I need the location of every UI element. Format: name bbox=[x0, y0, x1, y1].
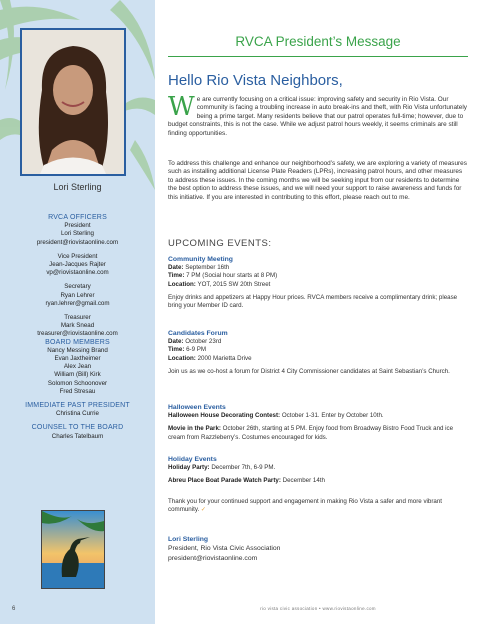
event-halloween bbox=[168, 404, 468, 442]
past-president-heading: IMMEDIATE PAST PRESIDENT bbox=[25, 402, 130, 410]
event-location bbox=[168, 281, 468, 289]
officer-treasurer bbox=[0, 314, 155, 339]
label: Date: bbox=[168, 264, 184, 272]
signature-title: President, Rio Vista Civic Association bbox=[168, 545, 281, 553]
counsel-name: Charles Tatelbaum bbox=[51, 432, 104, 440]
value: October 26th, starting at 5 PM. Enjoy food from Broadway Bistro Food Truck and ice cream from Razzleberry’s. Costumes encouraged for kids. bbox=[168, 425, 454, 441]
page-title: RVCA President’s Message bbox=[235, 34, 401, 49]
board-member: Alex Jean bbox=[63, 363, 92, 371]
second-paragraph: To address this challenge and enhance our neighborhood’s safety, we are exploring a variety of measures such as installing additional License Plate Readers (LPRs), increasing patrol hours, and other measures to address these issues. In the coming months we will be seeking input from our residents to determine the best option to address these issues, and we will need your support to raise awareness and funds for this initiative. If you are interested in contributing to this effort, please reach out to me. bbox=[168, 160, 467, 201]
greeting: Hello Rio Vista Neighbors, bbox=[168, 72, 343, 89]
value: September 16th bbox=[183, 264, 230, 272]
heron-logo bbox=[41, 510, 105, 589]
signature-flourish-icon: ✓ bbox=[200, 506, 207, 514]
event-community-meeting bbox=[168, 256, 468, 310]
board-member: Fred Stresau bbox=[59, 387, 96, 395]
event-line bbox=[168, 464, 468, 472]
value: YOT, 2015 SW 20th Street bbox=[195, 280, 271, 288]
board-member: Solomon Schoonover bbox=[47, 379, 108, 387]
portrait-photo bbox=[22, 30, 124, 174]
officer-role: President bbox=[64, 222, 91, 230]
event-heading: Halloween Events bbox=[168, 404, 226, 411]
signature-name: Lori Sterling bbox=[168, 536, 209, 543]
event-date bbox=[168, 264, 468, 272]
value: December 7th, 6-9 PM. bbox=[209, 464, 276, 472]
officer-secretary bbox=[0, 283, 155, 308]
label: Location: bbox=[168, 280, 196, 288]
signature-email[interactable]: president@riovistaonline.com bbox=[168, 554, 258, 562]
board-member: Evan Jaxtheimer bbox=[54, 355, 101, 363]
event-date bbox=[168, 338, 468, 346]
event-candidates-forum bbox=[168, 330, 468, 376]
event-holiday bbox=[168, 456, 468, 486]
officers-heading: RVCA OFFICERS bbox=[48, 214, 107, 221]
closing-text: Thank you for your continued support and engagement in making Rio Vista a safer and more vibrant community. bbox=[168, 498, 443, 514]
officer-role: Secretary bbox=[64, 283, 91, 291]
title-divider bbox=[168, 56, 468, 57]
upcoming-events-heading: UPCOMING EVENTS: bbox=[168, 238, 272, 249]
label: Time: bbox=[168, 272, 185, 280]
label: Time: bbox=[168, 346, 185, 354]
officer-role: Treasurer bbox=[64, 314, 91, 322]
event-time bbox=[168, 346, 468, 354]
officer-email[interactable]: president@riovistaonline.com bbox=[36, 238, 119, 246]
label: Date: bbox=[168, 338, 184, 346]
intro-paragraph bbox=[168, 92, 468, 138]
signature-block bbox=[168, 535, 280, 563]
officers-list bbox=[0, 214, 155, 441]
intro-text: e are currently focusing on a critical issue: improving safety and security in Rio Vista. Our community is facing a troubling increase in auto break-ins and theft, with Rio Vista unfortunately being a prime target. Many residents believe that our patrol operates full-time; however, due to budget constraints, this is not the case. While we adjust patrol hours weekly, it seems criminals are still finding opportunities. bbox=[168, 96, 467, 137]
officer-email[interactable]: ryan.lehrer@gmail.com bbox=[45, 299, 110, 307]
event-location bbox=[168, 355, 468, 363]
counsel-heading: COUNSEL TO THE BOARD bbox=[31, 424, 124, 432]
officer-name: Lori Sterling bbox=[60, 230, 95, 238]
officer-role: Vice President bbox=[57, 252, 98, 260]
event-heading: Holiday Events bbox=[168, 456, 217, 463]
drop-cap: W bbox=[168, 92, 195, 122]
value: October 23rd bbox=[183, 338, 222, 346]
page-number: 6 bbox=[12, 606, 16, 612]
page-footer: rio vista civic association • www.riovistaonline.com bbox=[260, 606, 376, 611]
label: Halloween House Decorating Contest: bbox=[168, 412, 281, 420]
event-heading: Community Meeting bbox=[168, 256, 233, 263]
label: Movie in the Park: bbox=[168, 425, 221, 433]
officer-email[interactable]: treasurer@riovistaonline.com bbox=[37, 330, 118, 338]
officer-name: Ryan Lehrer bbox=[60, 291, 95, 299]
board-member: Nancy Messing Brand bbox=[47, 346, 108, 354]
event-heading: Candidates Forum bbox=[168, 330, 228, 337]
officer-name: Jean-Jacques Rajter bbox=[49, 261, 106, 269]
value: 2000 Marietta Drive bbox=[195, 354, 252, 362]
board-heading: BOARD MEMBERS bbox=[45, 338, 110, 346]
board-member: William (Bill) Kirk bbox=[54, 371, 101, 379]
closing-paragraph bbox=[168, 498, 468, 514]
event-description: Join us as we co-host a forum for District 4 City Commissioner candidates at Saint Sebastian’s Church. bbox=[168, 367, 450, 375]
event-line bbox=[168, 425, 468, 441]
value: December 14th bbox=[280, 477, 325, 485]
past-president-name: Christina Currie bbox=[56, 410, 99, 418]
officer-email[interactable]: vp@riovistaonline.com bbox=[46, 269, 109, 277]
officer-president bbox=[0, 222, 155, 247]
label: Abreu Place Boat Parade Watch Party: bbox=[168, 477, 281, 485]
officer-vice-president bbox=[0, 253, 155, 278]
officer-name: Mark Snead bbox=[60, 322, 95, 330]
event-description: Enjoy drinks and appetizers at Happy Hour prices. RVCA members receive a complimentary drink; please bring your Member ID card. bbox=[168, 293, 458, 310]
label: Location: bbox=[168, 354, 196, 362]
sidebar bbox=[0, 0, 155, 624]
event-line bbox=[168, 477, 468, 485]
value: 6-9 PM bbox=[184, 346, 207, 354]
photo-caption: Lori Sterling bbox=[53, 182, 102, 192]
value: 7 PM (Social hour starts at 8 PM) bbox=[184, 272, 278, 280]
value: October 1-31. Enter by October 10th. bbox=[280, 412, 384, 420]
event-time bbox=[168, 272, 468, 280]
event-line bbox=[168, 412, 468, 420]
label: Holiday Party: bbox=[168, 464, 210, 472]
